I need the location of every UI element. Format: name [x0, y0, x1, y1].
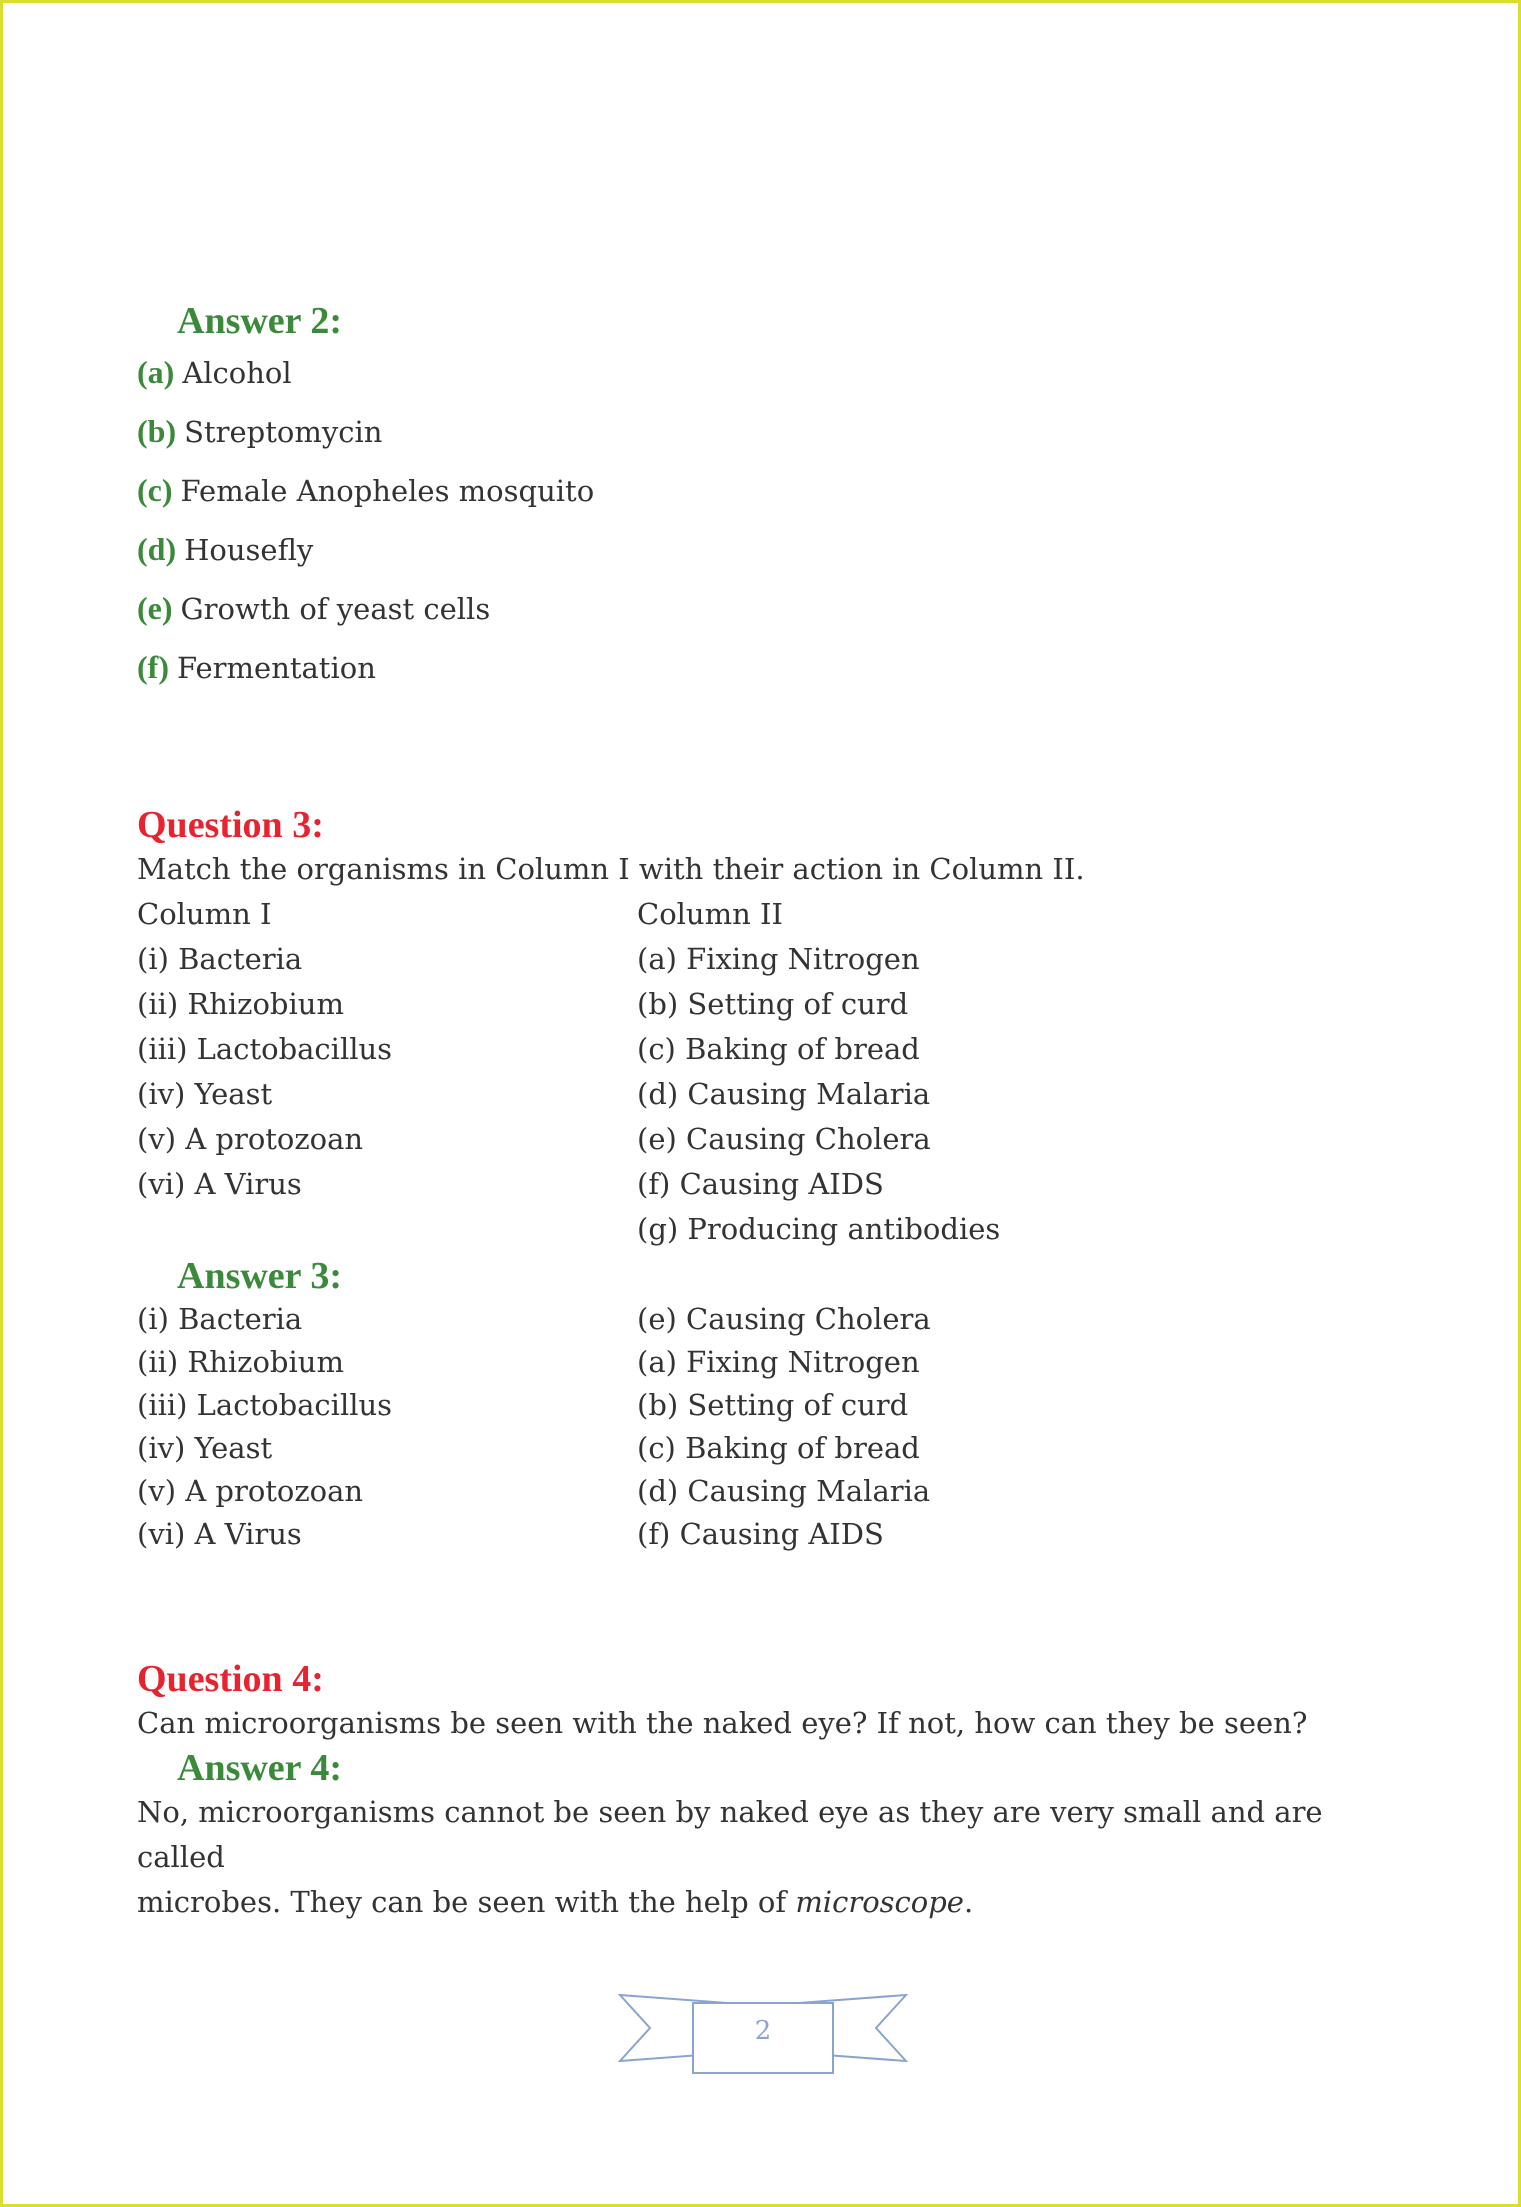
item-text: Fermentation [176, 651, 376, 685]
organism-cell: (v) A protozoan [137, 1474, 364, 1508]
answer-2-item-e [137, 579, 1397, 638]
table-row [137, 1207, 1397, 1252]
organism-cell: (iii) Lactobacillus [137, 1032, 393, 1066]
organism-cell: (vi) A Virus [137, 1167, 302, 1201]
table-row [137, 937, 1397, 982]
organism-cell: (iv) Yeast [137, 1431, 273, 1465]
column-2-header: Column II [637, 897, 783, 931]
answer-2-item-d [137, 520, 1397, 579]
action-cell: (a) Fixing Nitrogen [637, 942, 920, 976]
table-row [137, 1470, 1397, 1513]
answer-2-list [137, 343, 1397, 697]
answer-4-line-2: microbes. They can be seen with the help of [137, 1885, 796, 1919]
question-3-text: Match the organisms in Column I with their action in Column II. [137, 852, 1085, 886]
organism-cell: (v) A protozoan [137, 1122, 364, 1156]
column-1-header: Column I [137, 897, 272, 931]
item-label: (f) [137, 649, 169, 685]
item-label: (b) [137, 413, 177, 449]
table-row [137, 1341, 1397, 1384]
answer-2-item-a [137, 343, 1397, 402]
organism-cell: (vi) A Virus [137, 1517, 302, 1551]
content [137, 299, 1397, 1925]
answer-3-heading: Answer 3: [177, 1255, 343, 1297]
answer-2-heading: Answer 2: [177, 300, 343, 342]
item-label: (d) [137, 531, 177, 567]
table-row [137, 1117, 1397, 1162]
answer-4-text [137, 1790, 1397, 1925]
action-cell: (a) Fixing Nitrogen [637, 1345, 920, 1379]
answer-2-item-b [137, 402, 1397, 461]
table-row [137, 1072, 1397, 1117]
table-row [137, 1027, 1397, 1072]
item-text: Female Anopheles mosquito [180, 474, 595, 508]
question-4-text: Can microorganisms be seen with the naked eye? If not, how can they be seen? [137, 1706, 1308, 1740]
organism-cell: (ii) Rhizobium [137, 987, 344, 1021]
table-row [137, 1427, 1397, 1470]
item-label: (a) [137, 354, 175, 390]
table-row [137, 1162, 1397, 1207]
action-cell: (g) Producing antibodies [637, 1212, 1001, 1246]
action-cell: (b) Setting of curd [637, 987, 909, 1021]
item-label: (c) [137, 472, 173, 508]
item-text: Alcohol [182, 356, 292, 390]
table-row [137, 1513, 1397, 1556]
organism-cell [137, 1207, 637, 1252]
action-cell: (f) Causing AIDS [637, 1167, 884, 1201]
organism-cell: (ii) Rhizobium [137, 1345, 344, 1379]
answer-2-item-c [137, 461, 1397, 520]
page-number: 2 [754, 2016, 772, 2046]
item-text: Housefly [184, 533, 314, 567]
item-text: Streptomycin [184, 415, 383, 449]
item-label: (e) [137, 590, 173, 626]
table-row [137, 982, 1397, 1027]
organism-cell: (i) Bacteria [137, 942, 303, 976]
action-cell: (b) Setting of curd [637, 1388, 909, 1422]
item-text: Growth of yeast cells [180, 592, 491, 626]
action-cell: (e) Causing Cholera [637, 1122, 931, 1156]
answer-4-end: . [963, 1885, 974, 1919]
action-cell: (e) Causing Cholera [637, 1302, 931, 1336]
organism-cell: (iii) Lactobacillus [137, 1388, 393, 1422]
action-cell: (f) Causing AIDS [637, 1517, 884, 1551]
question-4-heading: Question 4: [137, 1658, 324, 1700]
answer-4-emphasis: microscope [795, 1885, 964, 1919]
organism-cell: (iv) Yeast [137, 1077, 273, 1111]
table-row [137, 1298, 1397, 1341]
action-cell: (d) Causing Malaria [637, 1077, 931, 1111]
action-cell: (c) Baking of bread [637, 1431, 920, 1465]
action-cell: (c) Baking of bread [637, 1032, 920, 1066]
organism-cell: (i) Bacteria [137, 1302, 303, 1336]
answer-2-item-f [137, 638, 1397, 697]
table-row [137, 1384, 1397, 1427]
question-3-heading: Question 3: [137, 804, 324, 846]
question-3-column-headers [137, 892, 1397, 937]
answer-4-line-1: No, microorganisms cannot be seen by naked eye as they are very small and are called [137, 1795, 1323, 1874]
answer-4-heading: Answer 4: [177, 1747, 343, 1789]
action-cell: (d) Causing Malaria [637, 1474, 931, 1508]
page-number-ribbon [618, 1989, 908, 2075]
